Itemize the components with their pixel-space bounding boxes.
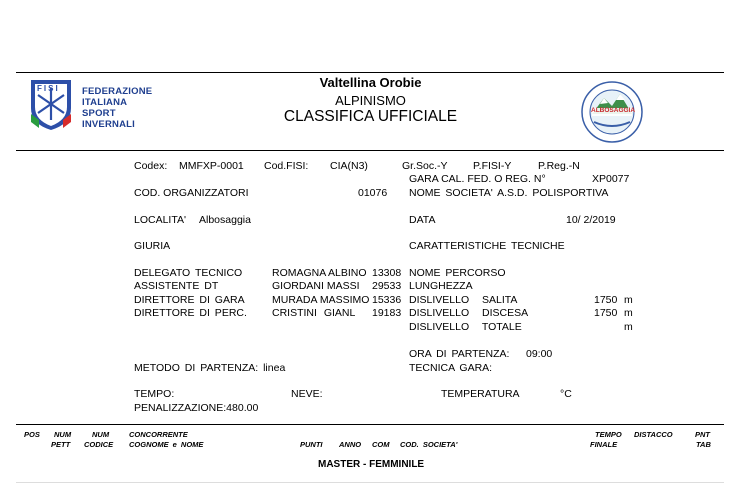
federation-line: ITALIANA bbox=[82, 97, 128, 108]
col-codice: CODICE bbox=[84, 440, 114, 449]
jury-code: 15336 bbox=[372, 294, 402, 306]
albosaggia-logo bbox=[580, 80, 644, 144]
jury-code: 13308 bbox=[372, 267, 402, 279]
jury-role: DELEGATO TECNICO bbox=[134, 267, 243, 279]
jury-name: GIORDANI MASSI bbox=[272, 280, 360, 292]
col-anno: ANNO bbox=[339, 440, 362, 449]
tech-value: 1750 bbox=[594, 307, 618, 319]
top-rule bbox=[16, 72, 724, 73]
gara-cal-label: GARA CAL. FED. O REG. N° bbox=[409, 173, 546, 185]
col-pnt: PNT bbox=[695, 430, 710, 439]
cod-org-label: COD. ORGANIZZATORI bbox=[134, 187, 249, 199]
event-title: Valtellina Orobie bbox=[319, 75, 422, 90]
tech-label: LUNGHEZZA bbox=[409, 280, 473, 292]
data-label: DATA bbox=[409, 214, 436, 226]
jury-role: ASSISTENTE DT bbox=[134, 280, 219, 292]
penalizzazione: PENALIZZAZIONE:480.00 bbox=[134, 402, 259, 414]
federation-line: INVERNALI bbox=[82, 119, 135, 130]
jury-code: 19183 bbox=[372, 307, 402, 319]
grsoc-flag: Gr.Soc.-Y bbox=[402, 160, 448, 172]
jury-name: MURADA MASSIMO bbox=[272, 294, 370, 306]
neve-label: NEVE: bbox=[291, 388, 323, 400]
col-num-pett: NUM bbox=[54, 430, 72, 439]
preg-flag: P.Reg.-N bbox=[538, 160, 580, 172]
bottom-rule bbox=[16, 482, 724, 483]
tecnica-gara: TECNICA GARA: bbox=[409, 362, 493, 374]
col-tab: TAB bbox=[696, 440, 711, 449]
caratteristiche-heading: CARATTERISTICHE TECNICHE bbox=[409, 240, 565, 252]
col-finale: FINALE bbox=[590, 440, 618, 449]
tech-label: DISLIVELLO DISCESA bbox=[409, 307, 529, 319]
federation-line: FEDERAZIONE bbox=[82, 86, 153, 97]
jury-name: ROMAGNA ALBINO bbox=[272, 267, 367, 279]
temperatura-label: TEMPERATURA bbox=[441, 388, 520, 400]
tech-value: 1750 bbox=[594, 294, 618, 306]
tech-unit: m bbox=[624, 321, 633, 333]
tech-label: DISLIVELLO TOTALE bbox=[409, 321, 522, 333]
col-concorrente: CONCORRENTE bbox=[129, 430, 188, 439]
header-rule bbox=[16, 150, 724, 151]
tech-unit: m bbox=[624, 307, 633, 319]
col-cognome-nome: COGNOME e NOME bbox=[129, 440, 204, 449]
jury-name: CRISTINI GIANL bbox=[272, 307, 356, 319]
col-punti: PUNTI bbox=[300, 440, 323, 449]
document-title: CLASSIFICA UFFICIALE bbox=[283, 108, 458, 125]
codfisi-value: CIA(N3) bbox=[330, 160, 368, 172]
data-value: 10/ 2/2019 bbox=[566, 214, 616, 226]
gara-cal-number: XP0077 bbox=[592, 173, 630, 185]
federation-line: SPORT bbox=[82, 108, 116, 119]
tech-label: DISLIVELLO SALITA bbox=[409, 294, 518, 306]
col-tempo: TEMPO bbox=[595, 430, 622, 439]
codfisi-label: Cod.FISI: bbox=[264, 160, 309, 172]
col-distacco: DISTACCO bbox=[634, 430, 673, 439]
col-num-codice: NUM bbox=[92, 430, 110, 439]
localita-value: Albosaggia bbox=[199, 214, 251, 226]
jury-code: 29533 bbox=[372, 280, 402, 292]
tech-label: NOME PERCORSO bbox=[409, 267, 506, 279]
codex-label: Codex: bbox=[134, 160, 168, 172]
pfisi-flag: P.FISI-Y bbox=[473, 160, 512, 172]
col-pett: PETT bbox=[51, 440, 71, 449]
cod-org-value: 01076 bbox=[358, 187, 388, 199]
col-com: COM bbox=[372, 440, 390, 449]
category-heading: MASTER - FEMMINILE bbox=[318, 459, 425, 470]
columns-rule bbox=[16, 424, 724, 425]
ora-partenza-value: 09:00 bbox=[526, 348, 553, 360]
tech-unit: m bbox=[624, 294, 633, 306]
fisi-logo-text: FISI bbox=[37, 84, 60, 93]
temperatura-unit: °C bbox=[560, 388, 572, 400]
sport-title: ALPINISMO bbox=[335, 93, 406, 108]
societa-name: NOME SOCIETA' A.S.D. POLISPORTIVA bbox=[409, 187, 609, 199]
col-cod-societa: COD. SOCIETA' bbox=[400, 440, 458, 449]
jury-role: DIRETTORE DI GARA bbox=[134, 294, 245, 306]
tempo-label: TEMPO: bbox=[134, 388, 175, 400]
giuria-heading: GIURIA bbox=[134, 240, 171, 252]
jury-role: DIRETTORE DI PERC. bbox=[134, 307, 247, 319]
localita-label: LOCALITA' bbox=[134, 214, 186, 226]
albosaggia-logo-text: ALBOSAGGIA bbox=[591, 107, 636, 114]
ora-partenza-label: ORA DI PARTENZA: bbox=[409, 348, 510, 360]
codex-value: MMFXP-0001 bbox=[179, 160, 244, 172]
metodo-partenza: METODO DI PARTENZA: linea bbox=[134, 362, 286, 374]
col-pos: POS bbox=[24, 430, 40, 439]
